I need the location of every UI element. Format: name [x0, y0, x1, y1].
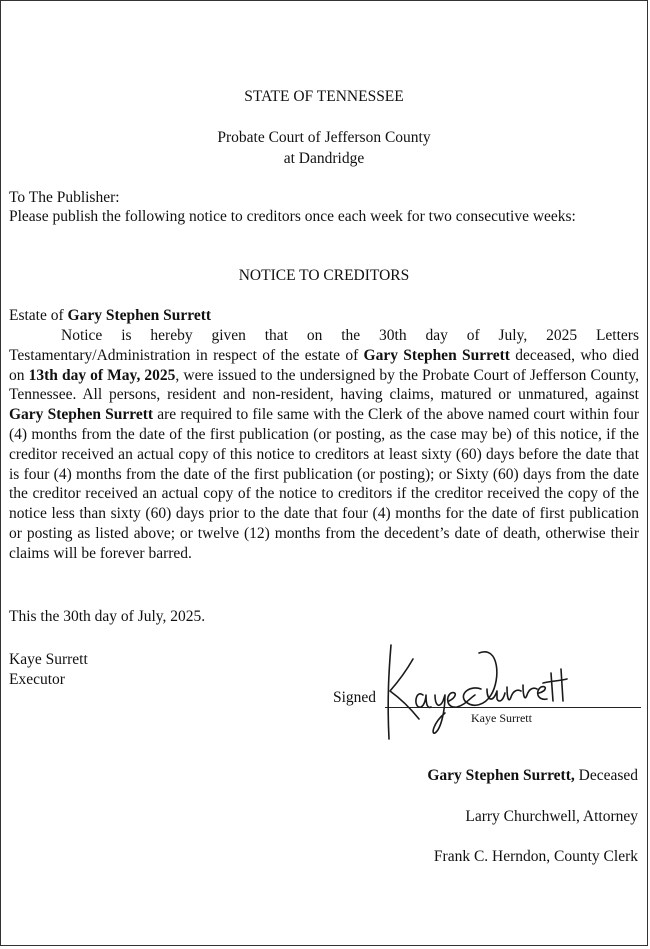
executor-role: Executor [9, 671, 65, 688]
notice-text-4: are required to file same with the Clerk of the above named court within four (4) months from the date of the first publication (or posting, as the case may be) of this notice, if the creditor received an actual copy of this notice to creditors at least sixty (60) days before the date that is four (4) months from the date of the first publication (or posting); or Sixty (60) days from the date the creditor received an actual copy of the notice to creditors if the creditor received the copy of the notice less than sixty (60) days prior to the date that four (4) months for the date of first publication or posting as listed above; or twelve (12) months from the decedent’s date of death, otherwise their claims will be forever barred. [9, 406, 639, 562]
notice-paragraph [9, 326, 639, 564]
executor-block [9, 650, 88, 690]
notice-body [9, 306, 639, 564]
death-date: 13th day of May, 2025 [28, 366, 176, 384]
publisher-instruction: Please publish the following notice to creditors once each week for two consecutive weeks: [9, 208, 576, 225]
signature-printed-name: Kaye Surrett [471, 711, 532, 725]
publisher-instructions [9, 188, 639, 226]
attorney-line: Larry Churchwell, Attorney [465, 808, 638, 825]
state-heading: STATE OF TENNESSEE [244, 88, 404, 105]
dateline: This the 30th day of July, 2025. [9, 608, 206, 625]
estate-line [9, 306, 639, 326]
executor-name: Kaye Surrett [9, 651, 88, 668]
signed-label: Signed [333, 689, 377, 706]
deceased-line [427, 767, 638, 785]
decedent-name-2: Gary Stephen Surrett [9, 406, 154, 424]
deceased-suffix: Deceased [574, 767, 638, 784]
notice-text-1: Notice is hereby given that on the 30th day of July, 2025 Letters Testamentary/Administration in respect of the estate of [9, 327, 639, 364]
notice-text-3: , were issued to the undersigned by the Probate Court of Jefferson County, Tennessee. All persons, resident and non-resident, having claims, matured or unmatured, against [9, 366, 640, 404]
notice-text-2: deceased, who died on [9, 346, 640, 384]
decedent-name: Gary Stephen Surrett [363, 346, 510, 364]
court-name: Probate Court of Jefferson County [217, 129, 431, 146]
estate-name: Gary Stephen Surrett [67, 307, 212, 324]
court-location: at Dandridge [283, 150, 365, 167]
deceased-name: Gary Stephen Surrett, [427, 767, 575, 784]
clerk-line: Frank C. Herndon, County Clerk [433, 848, 638, 865]
publisher-salutation: To The Publisher: [9, 189, 120, 206]
handwritten-signature [379, 639, 579, 745]
court-heading [1, 127, 647, 169]
notice-title: NOTICE TO CREDITORS [238, 267, 410, 284]
estate-label: Estate of [9, 307, 64, 324]
